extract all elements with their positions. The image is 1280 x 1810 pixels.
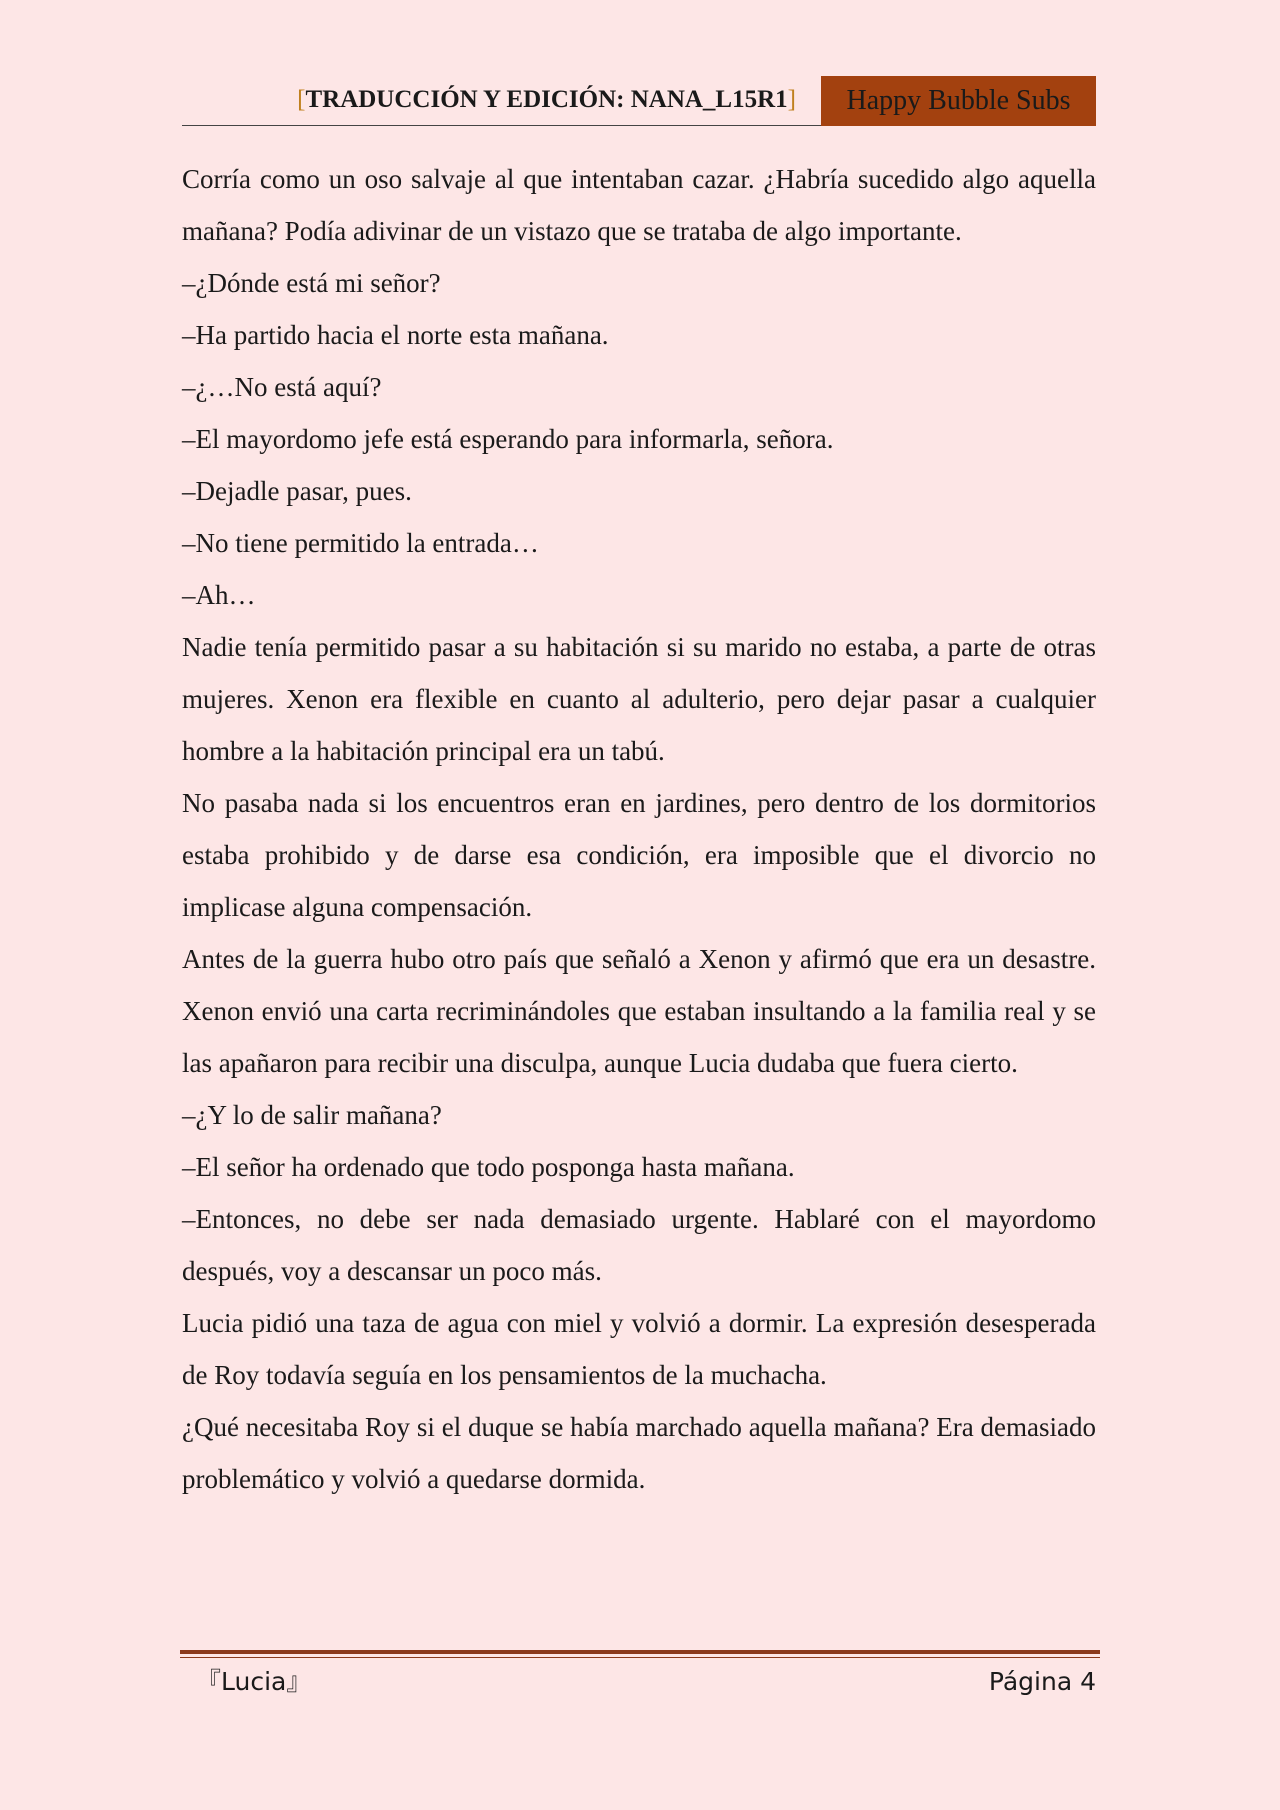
bracket-close: ] xyxy=(787,86,796,113)
footer-divider xyxy=(180,1650,1100,1654)
paragraph: Nadie tenía permitido pasar a su habitación si su marido no estaba, a parte de otras mujeres. Xenon era flexible en cuanto al adulterio, pero dejar pasar a cualquier hombre a la habitación principal era un tabú. xyxy=(182,632,1096,766)
paragraph: Antes de la guerra hubo otro país que señaló a Xenon y afirmó que era un desastre. Xenon envió una carta recriminándoles que estaban insultando a la familia real y se las apañaron para recibir una disculpa, aunque Lucia dudaba que fuera cierto. xyxy=(182,944,1096,1078)
paragraph: –¿Y lo de salir mañana? xyxy=(182,1100,442,1130)
page-header xyxy=(182,76,1096,126)
book-title: 『Lucia』 xyxy=(196,1667,312,1696)
bracket-open: [ xyxy=(297,86,306,113)
footer-divider-thin xyxy=(180,1657,1100,1658)
paragraph: –¿…No está aquí? xyxy=(182,372,382,402)
paragraph: –Entonces, no debe ser nada demasiado urgente. Hablaré con el mayordomo después, voy a descansar un poco más. xyxy=(182,1204,1096,1286)
paragraph: –El mayordomo jefe está esperando para informarla, señora. xyxy=(182,424,834,454)
paragraph: –No tiene permitido la entrada… xyxy=(182,528,539,558)
paragraph: No pasaba nada si los encuentros eran en jardines, pero dentro de los dormitorios estaba prohibido y de darse esa condición, era imposible que el divorcio no implicase alguna compensación. xyxy=(182,788,1096,922)
page-number: Página 4 xyxy=(988,1667,1096,1696)
paragraph: –¿Dónde está mi señor? xyxy=(182,268,441,298)
paragraph: –Ha partido hacia el norte esta mañana. xyxy=(182,320,609,350)
paragraph: Lucia pidió una taza de agua con miel y volvió a dormir. La expresión desesperada de Roy todavía seguía en los pensamientos de la muchacha. xyxy=(182,1308,1096,1390)
translation-credit xyxy=(297,86,796,114)
paragraph: –Ah… xyxy=(182,580,256,610)
paragraph: –El señor ha ordenado que todo posponga hasta mañana. xyxy=(182,1152,795,1182)
paragraph: –Dejadle pasar, pues. xyxy=(182,476,412,506)
body-text xyxy=(182,153,1096,1505)
paragraph: ¿Qué necesitaba Roy si el duque se había marchado aquella mañana? Era demasiado problemático y volvió a quedarse dormida. xyxy=(182,1412,1096,1494)
credit-text: TRADUCCIÓN Y EDICIÓN: NANA_L15R1 xyxy=(305,86,788,113)
brand-label: Happy Bubble Subs xyxy=(821,76,1096,126)
paragraph: Corría como un oso salvaje al que intentaban cazar. ¿Habría sucedido algo aquella mañana? Podía adivinar de un vistazo que se trataba de algo importante. xyxy=(182,164,1096,246)
